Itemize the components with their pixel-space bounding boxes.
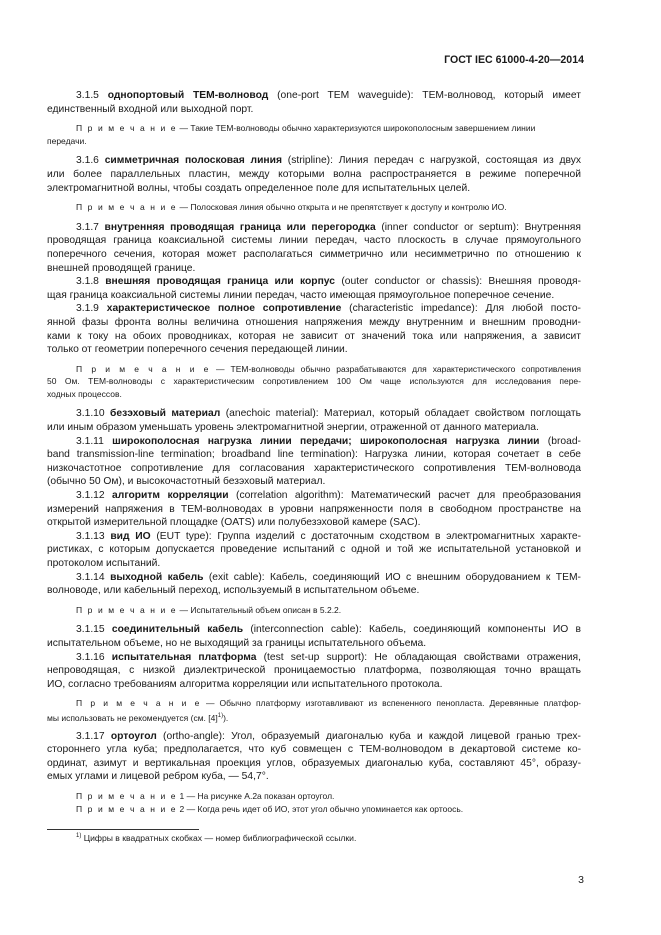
page-number: 3 xyxy=(578,874,584,886)
term: внешняя проводящая граница или корпус xyxy=(105,276,336,288)
clause-number: 3.1.9 xyxy=(76,303,99,315)
footnote-text: Цифры в квадратных скобках — номер библиографической ссылки. xyxy=(83,833,357,843)
clause-number: 3.1.5 xyxy=(76,90,99,101)
note-3-1-9: П р и м е ч а н и е — ТЕМ-волноводы обычно разрабатываются для характеристического сопротивления 50 Ом. ТЕМ-волноводы с характеристическим сопротивлением 100 Ом чаще используются для исследования пере- ходных процессов. xyxy=(47,363,581,399)
clause-number: 3.1.10 xyxy=(76,408,105,420)
clause-number: 3.1.15 xyxy=(76,624,105,636)
clause-number: 3.1.17 xyxy=(76,730,105,742)
footnote-divider xyxy=(47,829,199,830)
note-number: 2 xyxy=(179,803,185,814)
note-3-1-6: П р и м е ч а н и е — Полосковая линия обычно открыта и не препятствует к доступу и контролю ИО. xyxy=(76,202,507,213)
term: характеристическое полное сопротивление xyxy=(106,303,342,315)
page-header xyxy=(0,54,661,70)
definition-3-1-8: 3.1.8 внешняя проводящая граница или корпус (outer conductor or chassis): Внешняя проводя- щая граница коаксиальной системы линии передач, часто имеющая прямоугольное поперечное сечение. xyxy=(47,276,581,301)
definition-3-1-17: 3.1.17 ортоугол (ortho-angle): Угол, образуемый диагональю куба и каждой лицевой гранью трех- стороннего угла куба; предполагается, что куб совмещен с ТЕМ-волноводом в декартовой системе ко- ординат, азимут и вертикальная проекция углов, образуемых диагональю куба, составляют 45°, образу- емых углами и лицевой ребром куба, — 54,7°. xyxy=(47,730,581,783)
term: соединительный кабель xyxy=(111,624,244,636)
note-label: П р и м е ч а н и е xyxy=(76,790,178,801)
clause-number: 3.1.11 xyxy=(76,435,104,447)
note-label: П р и м е ч а н и е xyxy=(76,202,178,213)
clause-number: 3.1.16 xyxy=(76,651,105,663)
clause-number: 3.1.7 xyxy=(76,221,99,233)
definition-3-1-9: 3.1.9 характеристическое полное сопротивление (characteristic impedance): Для любой посто- янной фазы фронта волны величина отношения напряжения между внутренним и внешним проводни- ками к току на обоих проводниках, которая не зависит от значений тока или напряжения, а зависит только от геометрии поперечного сечения передающей линии. xyxy=(47,303,581,356)
clause-number: 3.1.6 xyxy=(76,155,99,167)
term: широкополосная нагрузка линии передачи; широкополосная нагрузка линии xyxy=(112,435,540,447)
definition-3-1-7: 3.1.7 внутренняя проводящая граница или перегородка (inner conductor or septum): Внутренняя проводящая граница коаксиальной системы линии передач, часто плоскость в случае прямоугольного поперечного сечения, которая может располагаться симметрично или несимметрично по отношению к внешней проводящей границе. xyxy=(47,221,581,274)
standard-code: ГОСТ IEC 61000-4-20—2014 xyxy=(444,54,584,66)
note-3-1-14: П р и м е ч а н и е — Испытательный объем описан в 5.2.2. xyxy=(76,604,342,615)
notes-3-1-17: П р и м е ч а н и е 1 — На рисунке А.2а показан ортоугол. П р и м е ч а н и е 2 — Когда речь идет об ИО, этот угол обычно упоминается как ортоось. xyxy=(76,790,464,814)
definition-3-1-12: 3.1.12 алгоритм корреляции (correlation algorithm): Математический расчет для преобразования измерений напряжения в ТЕМ-волноводах в уровни напряженности поля в свободном пространстве на открытой измерительной площадке (OATS) или полубезэховой камере (SAC). xyxy=(47,490,581,529)
term: ортоугол xyxy=(110,730,157,742)
note-3-1-16: П р и м е ч а н и е — Обычно платформу изготавливают из вспененного пенопласта. Деревянные платфор- мы использовать не рекомендуется (см. $[4]^{1)}$). xyxy=(47,698,581,723)
definition-3-1-16: 3.1.16 испытательная платформа (test set-up support): Не обладающая свойствами отражения, непроводящая, с низкой диэлектрической проницаемостью платформа, позволяющая точно вращать ИО, согласно требованиям алгоритма корреляции или испытательного протокола. xyxy=(47,651,581,690)
clause-number: 3.1.12 xyxy=(76,490,105,502)
note-number: 1 xyxy=(179,790,185,801)
note-3-1-5: П р и м е ч а н и е — Такие ТЕМ-волноводы обычно характеризуются широкополосным завершением линии передачи. xyxy=(47,123,536,146)
note-label: П р и м е ч а н и е xyxy=(76,123,178,134)
note-label: П р и м е ч а н и е xyxy=(76,698,201,709)
term: внутренняя проводящая граница или перегородка xyxy=(104,221,376,233)
term: испытательная платформа xyxy=(111,651,257,663)
definition-3-1-15: 3.1.15 соединительный кабель (interconnection cable): Кабель, соединяющий компоненты ИО в испытательном объеме, но не выходящий за границы испытательного объема. xyxy=(47,624,581,649)
term: выходной кабель xyxy=(110,571,204,583)
definition-3-1-5: 3.1.5 однопортовый ТЕМ-волновод (one-port TEM waveguide): ТЕМ-волновод, который имеет единственный входной или выходной порт. xyxy=(47,90,581,115)
clause-number: 3.1.8 xyxy=(76,276,99,288)
footnote-marker: 1) xyxy=(76,833,82,840)
note-label: П р и м е ч а н и е xyxy=(76,803,178,814)
clause-number: 3.1.13 xyxy=(76,530,105,542)
term: симметричная полосковая линия xyxy=(104,155,282,167)
note-label: П р и м е ч а н и е xyxy=(76,363,210,374)
definition-3-1-14: 3.1.14 выходной кабель (exit cable): Кабель, соединяющий ИО с внешним оборудованием к ТЕМ- волноводе, или кабельный переход, используемый в испытательном объеме. xyxy=(47,571,581,597)
definition-3-1-6: 3.1.6 симметричная полосковая линия (stripline): Линия передач с нагрузкой, состоящая из двух или более параллельных пластин, между которыми волна распространяется в режиме поперечной электромагнитной волны, чтобы создать определенное поле для испытательных целей. xyxy=(47,155,581,194)
definition-3-1-13: 3.1.13 вид ИО (EUT type): Группа изделий с достаточным сходством в электромагнитных характе- ристиках, с которым допускается проведение испытаний с одной и той же испытательной установкой и протоколом испытаний. xyxy=(47,530,581,569)
term: вид ИО xyxy=(110,530,151,542)
definition-3-1-11: 3.1.11 широкополосная нагрузка линии передачи; широкополосная нагрузка линии (broad- band transmission-line termination; broadband line termination): Нагрузка линии, которая сочетает в себе низкочастотное сопротивление для согласования характеристического сопротивления ТЕМ-волновода (обычно 50 Ом), и высокочастотный безэховый материал. xyxy=(47,435,581,488)
page-content xyxy=(47,89,581,815)
note-label: П р и м е ч а н и е xyxy=(76,604,178,615)
term: безэховый материал xyxy=(110,408,221,420)
footnote-ref: 1) xyxy=(217,712,224,719)
clause-number: 3.1.14 xyxy=(76,571,105,583)
term: однопортовый ТЕМ-волновод xyxy=(107,90,269,101)
definition-3-1-10: 3.1.10 безэховый материал (anechoic material): Материал, который обладает свойством поглощать или иным образом уменьшать уровень электромагнитной энергии, отраженной от данного материала. xyxy=(47,408,581,434)
term: алгоритм корреляции xyxy=(112,490,229,502)
footnote xyxy=(76,833,356,843)
